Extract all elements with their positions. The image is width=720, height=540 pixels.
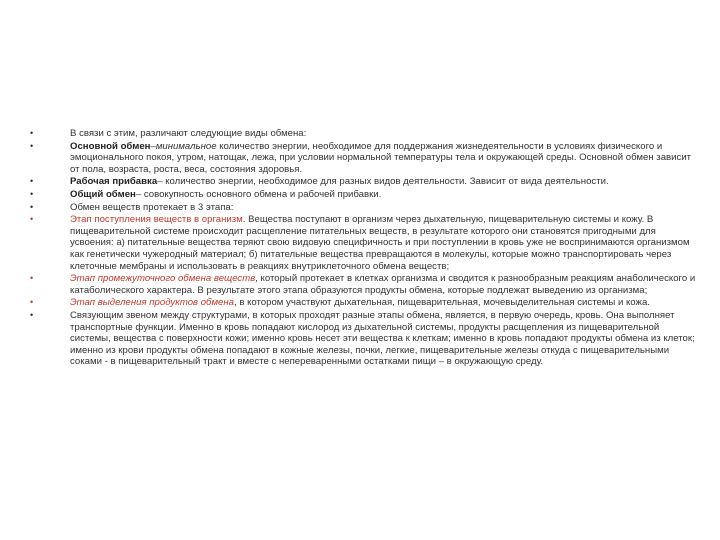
item-text [70,189,702,201]
list-item [30,141,702,176]
term-total-metabolism: Общий обмен [70,188,136,200]
bullet-icon: • [30,140,34,151]
list-item [30,128,702,140]
bullet-icon: • [30,188,34,199]
term-working-increment: Рабочая прибавка [70,176,158,188]
term-dash: – [150,140,156,152]
definition-text: количество энергии, необходимое для поддержания жизнедеятельности в условиях физического и эмоционального покоя, утром, натощак, лежа, при условии нормальной температуры тела и окружающей среды. Основной обмен зависит от пола, возраста, роста, веса, состояния здоровья. [70,140,692,175]
list-item [30,297,702,309]
list-item [30,202,702,214]
item-text: Связующим звеном между структурами, в которых проходят разные этапы обмена, является, в первую очередь, кровь. Она выполняет транспортные функции. Именно в кровь попадают кислород из дыхательной системы, продукты расщепления из пищеварительной системы, вещества с поверхности кожи; именно кровь несет эти вещества к клеткам; именно в кровь попадают продукты обмена из клеток; именно из крови продукты обмена попадают в кожные железы, почки, легкие, пищеварительные железы откуда с пищеварительными соками - в пищеварительный тракт и вместе с непереваренными остатками пищи – в окружающую среду. [70,309,695,368]
list-item [30,273,702,296]
stage-description: , который протекает в клетках организма и сводится к разнообразным реакциям анаболического и катаболического характера. В результате этого этапа образуются продукты обмена, которые подлежат выведению из организма; [70,273,696,296]
item-text [70,141,702,176]
stage-intake-title: Этап поступления веществ в организм [70,214,243,226]
bullet-icon: • [30,201,34,212]
emphasis-minimal: минимальное [155,140,217,152]
bullet-icon: • [30,176,34,187]
stage-description: . Вещества поступают в организм через дыхательную, пищеварительную системы и кожу. В пищеварительной системе происходит расщепление питательных веществ, в результате которого они становятся пригодными для усвоения: а) питательные вещества теряют свою видовую специфичность и при поступлении в кровь уже не воспринимаются организмом как генетически чужеродный материал; б) питательные вещества превращаются в молекулы, которые можно транспортировать через клеточные мембраны и использовать в реакциях внутриклеточного обмена веществ; [70,214,690,272]
bullet-icon: • [30,273,34,284]
list-item [30,176,702,188]
stage-description: , в котором участвуют дыхательная, пищеварительная, мочевыделительная системы и кожа. [233,297,650,309]
bullet-icon: • [30,297,34,308]
stage-intermediate-title: Этап промежуточного обмена веществ [70,273,256,285]
definition-text: – количество энергии, необходимое для разных видов деятельности. Зависит от вида деятельности. [157,176,609,188]
list-item [30,189,702,201]
list-item [30,310,702,368]
item-text: В связи с этим, различают следующие виды обмена: [70,128,307,139]
stage-excretion-title: Этап выделения продуктов обмена [70,297,234,309]
item-text [70,176,702,188]
bullet-list [30,128,702,369]
bullet-icon: • [30,214,34,225]
list-item [30,214,702,272]
bullet-icon: • [30,128,34,138]
definition-text: – совокупность основного обмена и рабочей прибавки. [135,188,382,200]
item-text [70,297,702,309]
term-basal-metabolism: Основной обмен [70,140,151,152]
bullet-icon: • [30,309,34,320]
item-text [70,273,702,296]
item-text [70,214,702,272]
item-text: Обмен веществ протекает в 3 этапа: [70,201,234,213]
